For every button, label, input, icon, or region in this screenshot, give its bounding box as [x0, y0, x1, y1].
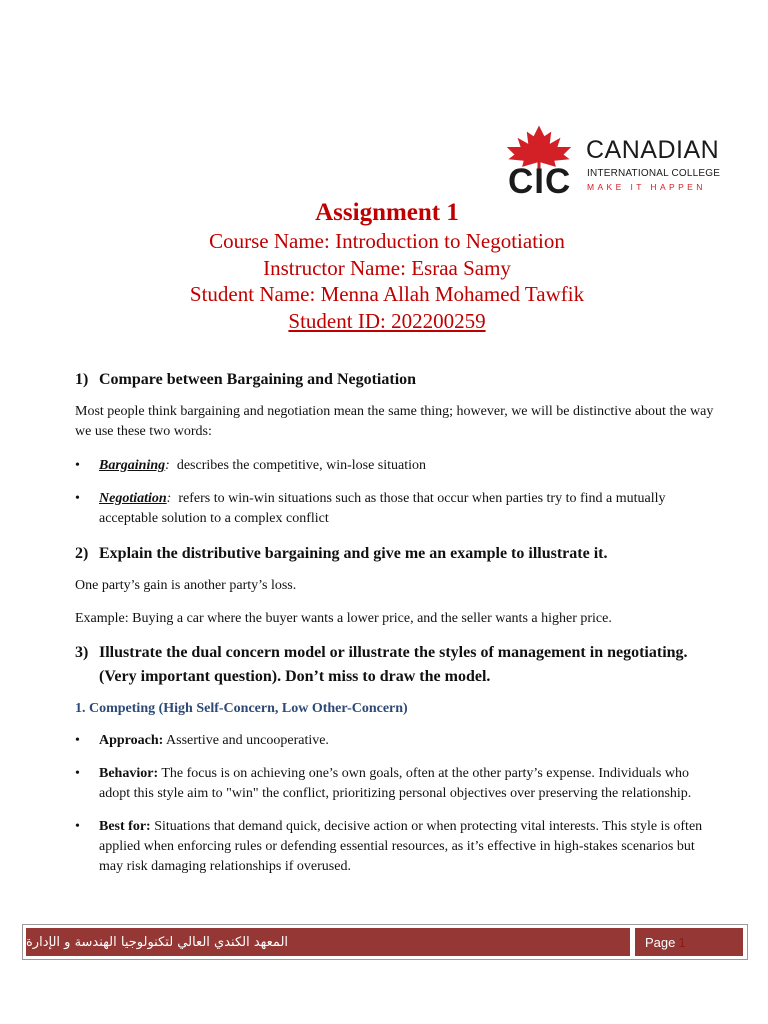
bullet-icon: •	[75, 819, 80, 834]
list-item	[75, 489, 720, 529]
student-name: Student Name: Menna Allah Mohamed Tawfik	[189, 282, 585, 306]
question-1-heading	[75, 368, 720, 392]
logo-name: CANADIAN	[586, 136, 720, 164]
term-separator: :	[165, 458, 170, 473]
footer-institution-name: المعهد الكندي العالي لتكنولوجيا الهندسة و الإدارة	[26, 928, 630, 956]
assignment-header	[100, 198, 674, 334]
course-name: Course Name: Introduction to Negotiation	[209, 229, 565, 253]
page-indicator	[635, 928, 743, 956]
list-item	[75, 817, 720, 877]
item-label: Approach:	[99, 733, 164, 748]
item-text: Assertive and uncooperative.	[166, 733, 329, 748]
bullet-icon: •	[75, 491, 80, 506]
item-text: The focus is on achieving one’s own goals, often at the other party’s expense. Individuals who adopt this style aim to "win" the conflict, prioritizing personal objectives over preserving the relationship.	[99, 766, 692, 801]
question-2-example: Example: Buying a car where the buyer wants a lower price, and the seller wants a higher price.	[75, 611, 612, 626]
page-footer	[22, 924, 748, 960]
competing-style-heading: 1. Competing (High Self-Concern, Low Other-Concern)	[75, 701, 408, 716]
college-logo	[498, 120, 728, 200]
term-negotiation: Negotiation	[99, 491, 167, 506]
question-1-intro: Most people think bargaining and negotiation mean the same thing; however, we will be distinctive about the way we use these two words:	[75, 404, 714, 439]
term-definition: describes the competitive, win-lose situation	[176, 458, 427, 473]
item-label: Behavior:	[99, 766, 159, 781]
list-item	[75, 731, 720, 751]
question-1-number: 1)	[75, 371, 89, 388]
question-3-text: Illustrate the dual concern model or illustrate the styles of management in negotiating. (Very important question). Don’t miss to draw the model.	[99, 644, 688, 685]
term-bargaining: Bargaining	[99, 458, 166, 473]
list-item	[75, 764, 720, 804]
page-number: 1	[678, 934, 686, 950]
question-3-heading	[75, 641, 720, 689]
instructor-name: Instructor Name: Esraa Samy	[263, 255, 511, 280]
term-definition: refers to win-win situations such as those that occur when parties try to find a mutually acceptable solution to a complex conflict	[99, 491, 666, 526]
item-label: Best for:	[99, 819, 151, 834]
logo-tagline: MAKE IT HAPPEN	[587, 182, 706, 192]
question-2-answer: One party’s gain is another party’s loss.	[75, 578, 297, 593]
logo-letters: CIC	[508, 162, 572, 201]
document-body	[75, 368, 720, 877]
bullet-icon: •	[75, 766, 80, 781]
assignment-title: Assignment 1	[315, 199, 459, 226]
student-id: Student ID: 202200259	[288, 308, 486, 333]
item-text: Situations that demand quick, decisive action or when protecting vital interests. This style is often applied when enforcing rules or defending essential resources, as it’s effective in high-stakes scenarios but may risk damaging relationships if overused.	[99, 819, 703, 874]
term-separator: :	[166, 491, 172, 506]
question-2-number: 2)	[75, 545, 89, 562]
bullet-icon: •	[75, 458, 80, 473]
question-3-number: 3)	[75, 644, 89, 661]
list-item	[75, 456, 720, 476]
question-1-text: Compare between Bargaining and Negotiation	[99, 371, 417, 388]
question-2-heading	[75, 542, 720, 566]
question-2-text: Explain the distributive bargaining and give me an example to illustrate it.	[99, 545, 608, 562]
page-label: Page	[645, 934, 676, 950]
bullet-icon: •	[75, 733, 80, 748]
logo-subtitle: INTERNATIONAL COLLEGE	[587, 168, 721, 179]
